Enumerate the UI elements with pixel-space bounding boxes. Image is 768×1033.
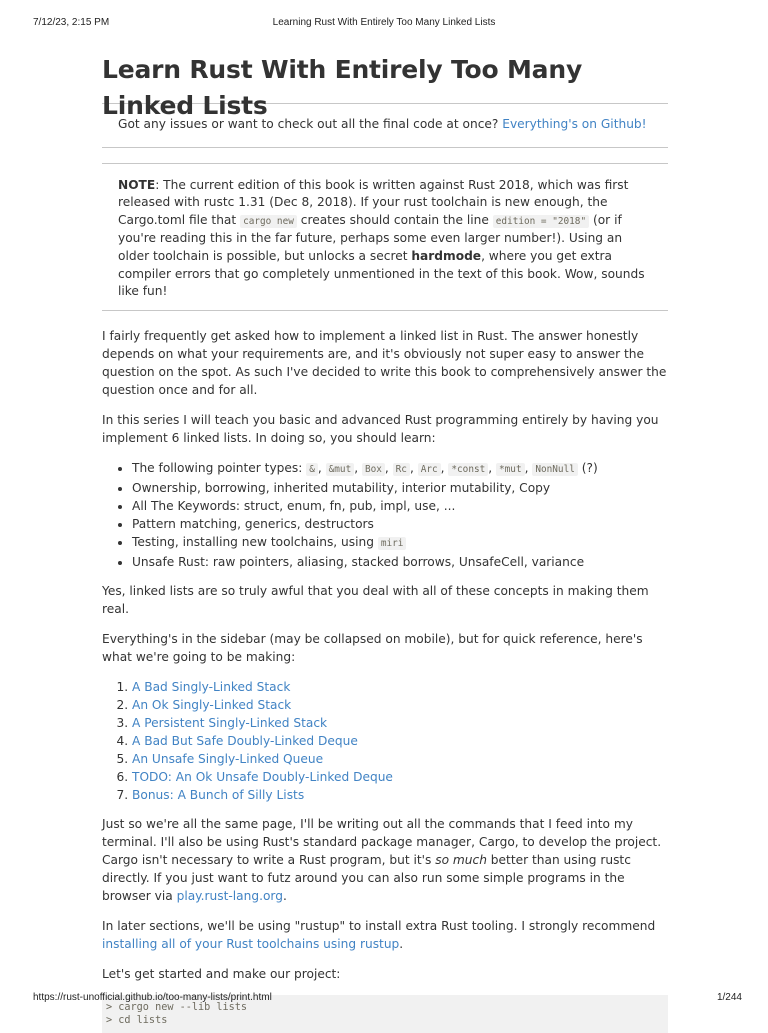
pointer-types-prefix: The following pointer types: <box>132 460 307 475</box>
separator: , <box>384 460 393 475</box>
note-hardmode: hardmode <box>411 248 482 263</box>
separator: , <box>488 460 497 475</box>
github-notice-text: Got any issues or want to check out all the final code at once? <box>118 117 503 131</box>
pointer-type: Arc <box>418 463 441 476</box>
chapter-item <box>132 678 668 696</box>
rustup-text: In later sections, we'll be using "rustup" to install extra Rust tooling. I strongly recommend <box>102 918 656 933</box>
print-header <box>0 17 768 31</box>
period: . <box>399 936 404 951</box>
list-item <box>132 459 668 479</box>
note-text-2: creates should contain the line <box>296 212 493 227</box>
note-code-edition: edition = "2018" <box>493 215 589 228</box>
awful-paragraph: Yes, linked lists are so truly awful that you deal with all of these concepts in making them real. <box>102 583 649 616</box>
separator: , <box>409 460 418 475</box>
pointer-type: NonNull <box>532 463 578 476</box>
chapter-list <box>102 678 668 804</box>
chapter-item <box>132 696 668 714</box>
intro-paragraph: I fairly frequently get asked how to implement a linked list in Rust. The answer honestly depends on what your requirements are, and it's obviously not super easy to answer the question on the spot. As such I've decided to write this book to comprehensively answer the question once and for all. <box>102 328 667 397</box>
print-document-title: Learning Rust With Entirely Too Many Linked Lists <box>272 17 496 28</box>
chapter-link-2[interactable]: An Ok Singly-Linked Stack <box>132 697 292 712</box>
code-line: > cargo new --lib lists <box>106 1001 248 1013</box>
github-link[interactable]: Everything's on Github! <box>502 117 647 131</box>
chapter-link-3[interactable]: A Persistent Singly-Linked Stack <box>132 715 328 730</box>
list-item: • Pattern matching, generics, destructors <box>132 515 668 533</box>
list-item: • All The Keywords: struct, enum, fn, pub, impl, use, ... <box>132 497 668 515</box>
rustup-paragraph <box>102 917 668 953</box>
chapter-item <box>132 714 668 732</box>
print-footer <box>0 992 768 1006</box>
chapter-item <box>132 750 668 768</box>
separator: , <box>524 460 533 475</box>
testing-text: Testing, installing new toolchains, using <box>132 534 378 549</box>
commands-text-2: better than using rustc directly. If you just want to futz around you can also run some simple programs in the browser via <box>102 852 631 903</box>
chapter-link-6[interactable]: TODO: An Ok Unsafe Doubly-Linked Deque <box>132 769 393 784</box>
print-url: https://rust-unofficial.github.io/too-many-lists/print.html <box>33 992 272 1003</box>
sidebar-paragraph: Everything's in the sidebar (may be collapsed on mobile), but for quick reference, here's what we're going to be making: <box>102 631 643 664</box>
list-item: • Unsafe Rust: raw pointers, aliasing, stacked borrows, UnsafeCell, variance <box>132 553 668 571</box>
pointer-type: Box <box>362 463 385 476</box>
pointer-type: *const <box>448 463 488 476</box>
chapter-link-1[interactable]: A Bad Singly-Linked Stack <box>132 679 291 694</box>
note-text-4: , where you get extra compiler errors that go completely unmentioned in the text of this book. Wow, sounds like fun! <box>118 248 645 299</box>
page-number: 1/244 <box>716 992 742 1003</box>
period: . <box>282 888 287 903</box>
chapter-link-5[interactable]: An Unsafe Singly-Linked Queue <box>132 751 324 766</box>
page-title: Learn Rust With Entirely Too Many Linked Lists <box>102 55 583 120</box>
note-text-1: : The current edition of this book is written against Rust 2018, which was first released with rustc 1.31 (Dec 8, 2018). If your rust toolchain is new enough, the Cargo.toml file that <box>118 177 629 227</box>
list-item: • Ownership, borrowing, inherited mutability, interior mutability, Copy <box>132 479 668 497</box>
pointer-type: &mut <box>326 463 355 476</box>
rustup-link[interactable]: installing all of your Rust toolchains using rustup <box>102 936 400 951</box>
chapter-link-4[interactable]: A Bad But Safe Doubly-Linked Deque <box>132 733 358 748</box>
separator: , <box>354 460 362 475</box>
pointer-type: & <box>306 463 318 476</box>
edition-note <box>102 163 668 311</box>
series-paragraph: In this series I will teach you basic and advanced Rust programming entirely by having you implement 6 linked lists. In doing so, you should learn: <box>102 412 659 445</box>
chapter-item <box>132 786 668 804</box>
pointer-type: *mut <box>496 463 525 476</box>
separator: , <box>440 460 449 475</box>
pointer-types-suffix: (?) <box>581 460 598 475</box>
so-much-emphasis: so much <box>435 852 487 867</box>
chapter-item <box>132 768 668 786</box>
list-item <box>132 533 668 553</box>
note-label: NOTE <box>118 177 156 192</box>
note-code-cargo-new: cargo new <box>240 215 297 228</box>
playground-link[interactable]: play.rust-lang.org <box>176 888 283 903</box>
code-line: > cd lists <box>106 1015 168 1027</box>
page-content <box>102 52 668 1033</box>
get-started-paragraph: Let's get started and make our project: <box>102 966 341 981</box>
separator: , <box>317 460 326 475</box>
print-date: 7/12/23, 2:15 PM <box>33 17 110 28</box>
note-text-3: (or if you're reading this in the far future, perhaps some even larger number!). Using an older toolchain is possible, but unlocks a secret <box>118 212 623 263</box>
learning-list <box>102 459 668 571</box>
commands-paragraph <box>102 815 668 905</box>
commands-text-1: Just so we're all the same page, I'll be writing out all the commands that I feed into my terminal. I'll also be using Rust's standard package manager, Cargo, to develop the project. Cargo isn't necessary to write a Rust program, but it's <box>102 816 662 867</box>
chapter-item <box>132 732 668 750</box>
pointer-type: Rc <box>393 463 410 476</box>
chapter-link-7[interactable]: Bonus: A Bunch of Silly Lists <box>132 787 305 802</box>
miri-code: miri <box>378 537 407 550</box>
